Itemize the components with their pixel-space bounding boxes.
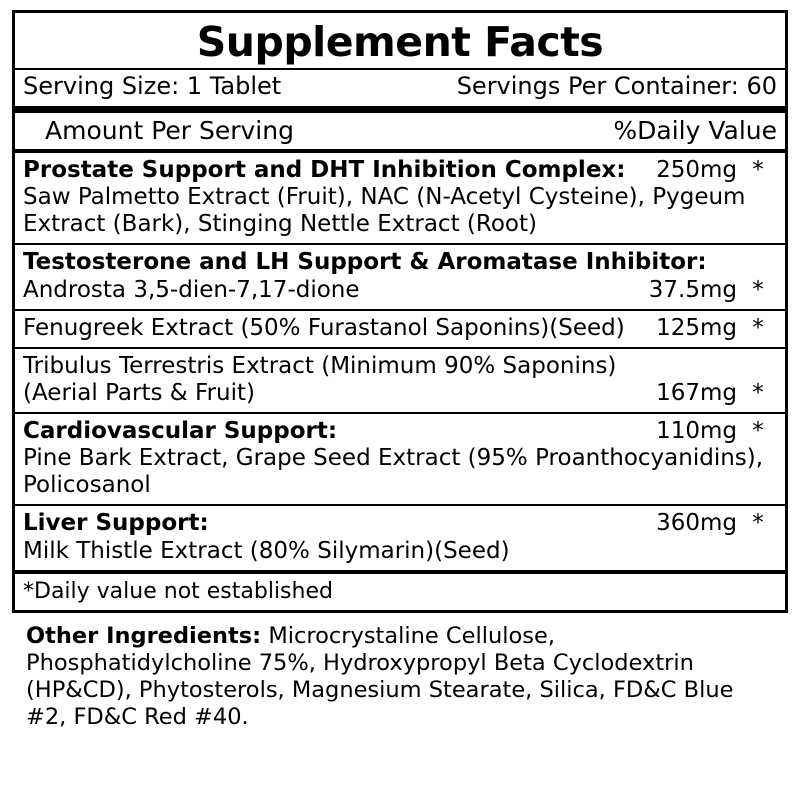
nutrient-amount: 37.5mg xyxy=(648,276,737,303)
amount-per-serving-header-row xyxy=(15,113,785,149)
nutrient-name: Fenugreek Extract (50% Furastanol Saponins)(Seed) xyxy=(23,314,625,341)
nutrient-main-line xyxy=(23,249,779,276)
nutrient-name: Tribulus Terrestris Extract (Minimum 90% Saponins) xyxy=(23,352,617,379)
nutrient-main-line xyxy=(23,157,779,184)
page-title: Supplement Facts xyxy=(196,18,604,66)
nutrient-dv: * xyxy=(752,510,764,537)
nutrient-dv: * xyxy=(752,379,764,406)
nutrient-row xyxy=(15,349,785,412)
nutrient-dv: * xyxy=(752,314,764,341)
other-ingredients-label: Other Ingredients: xyxy=(26,622,262,649)
nutrient-main-line xyxy=(23,315,779,342)
nutrient-row xyxy=(15,414,785,504)
nutrient-dv: * xyxy=(752,157,764,184)
nutrient-detail: Saw Palmetto Extract (Fruit), NAC (N-Acetyl Cysteine), Pygeum Extract (Bark), Stinging Nettle Extract (Root) xyxy=(23,184,746,238)
supplement-facts-box xyxy=(12,10,788,613)
nutrient-name: Prostate Support and DHT Inhibition Complex: xyxy=(23,157,626,184)
nutrient-detail: (Aerial Parts & Fruit) xyxy=(23,379,256,406)
divider-header-top xyxy=(15,106,785,113)
nutrient-detail-line xyxy=(23,277,779,304)
nutrient-detail-line xyxy=(23,380,779,407)
nutrient-name: Cardiovascular Support: xyxy=(23,418,338,445)
other-ingredients-text: Microcrystaline Cellulose, Phosphatidylcholine 75%, Hydroxypropyl Beta Cyclodextrin (HP&CD), Phytosterols, Magnesium Stearate, Silica, FD&C Blue #2, FD&C Red #40. xyxy=(26,622,734,730)
daily-value-footnote: *Daily value not established xyxy=(23,578,333,604)
nutrient-main-line xyxy=(23,418,779,445)
nutrient-detail: Pine Bark Extract, Grape Seed Extract (95% Proanthocyanidins), Policosanol xyxy=(23,445,764,499)
other-ingredients xyxy=(12,613,788,731)
nutrient-main-line xyxy=(23,353,779,380)
nutrient-main-line xyxy=(23,510,779,537)
nutrient-dv: * xyxy=(752,418,764,445)
nutrient-name: Testosterone and LH Support & Aromatase Inhibitor: xyxy=(23,249,707,276)
nutrient-amount: 167mg xyxy=(656,379,737,406)
nutrient-dv: * xyxy=(752,276,764,303)
nutrient-amount: 125mg xyxy=(656,314,737,341)
nutrient-detail: Androsta 3,5-dien-7,17-dione xyxy=(23,276,360,303)
nutrient-row xyxy=(15,506,785,569)
serving-info-row xyxy=(15,70,785,106)
nutrient-row xyxy=(15,245,785,308)
nutrient-amount: 360mg xyxy=(656,510,737,537)
nutrient-row xyxy=(15,311,785,347)
nutrient-row xyxy=(15,153,785,243)
amount-per-serving-header: Amount Per Serving xyxy=(45,116,294,146)
nutrient-name: Liver Support: xyxy=(23,510,209,537)
serving-size: Serving Size: 1 Tablet xyxy=(23,72,282,101)
nutrient-amount: 250mg xyxy=(656,157,737,184)
nutrient-detail: Milk Thistle Extract (80% Silymarin)(Seed) xyxy=(23,537,510,564)
servings-per-container: Servings Per Container: 60 xyxy=(456,72,777,101)
daily-value-header: %Daily Value xyxy=(613,116,777,146)
nutrient-amount: 110mg xyxy=(656,418,737,445)
